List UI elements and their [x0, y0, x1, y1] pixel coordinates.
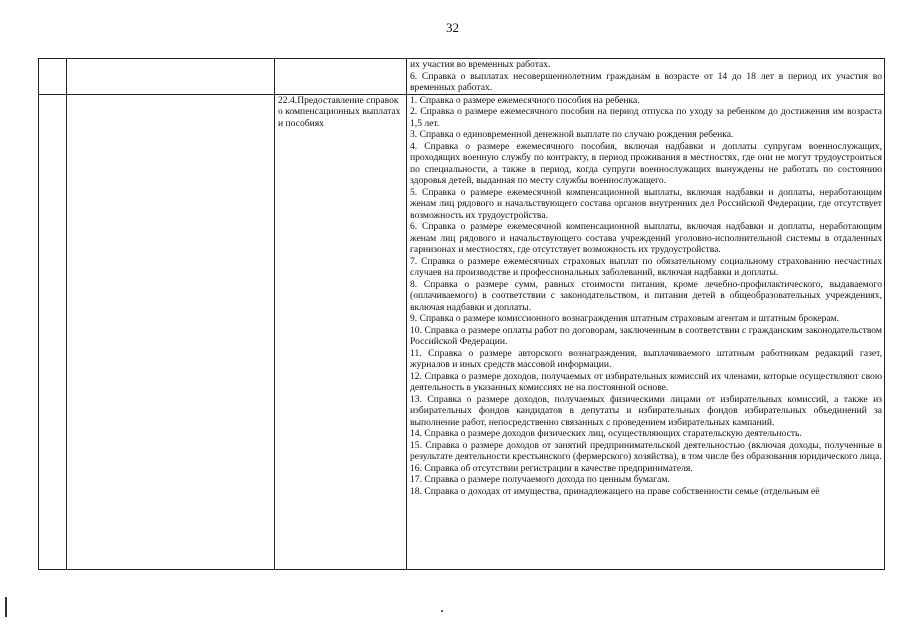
list-item: 6. Справка о выплатах несовершеннолетним гражданам в возрасте от 14 до 18 лет в период их участия во временных работах. — [410, 70, 882, 93]
list-item: 1. Справка о размере ежемесячного пособия на ребенка. — [410, 94, 640, 106]
table-cell-number — [39, 94, 67, 569]
list-item: 13. Справка о размере доходов, получаемых физическими лицами от избирательных комиссий, а также из избирательных фондов кандидатов в депутаты и избирательных фондов избирательных объединений за выполнение работ, непосредственно связанных с проведением избирательных кампаний. — [410, 393, 882, 428]
table-cell-service-title: 22.4.Предоставление справок о компенсационных выплатах и пособиях — [275, 94, 407, 569]
scan-artifact-dot — [441, 610, 443, 612]
list-item: 3. Справка о единовременной денежной выплате по случаю рождения ребенка. — [410, 129, 734, 140]
page-number: 32 — [446, 20, 459, 35]
list-item: 17. Справка о размере получаемого дохода по ценным бумагам. — [410, 474, 670, 485]
list-item: 7. Справка о размере ежемесячных страховых выплат по обязательному социальному страхованию несчастных случаев на производстве и профессиональных заболеваний, включая надбавки и доплаты. — [410, 255, 882, 278]
list-item: 12. Справка о размере доходов, получаемых от избирательных комиссий их членами, которые осуществляют свою деятельность в указанных комиссиях не на постоянной основе. — [410, 370, 882, 393]
list-item: 15. Справка о размере доходов от занятий предпринимательской деятельностью (включая доходы, полученные в результате деятельности крестьянского (фермерского) хозяйства), в том числе без образования юридического лица. — [410, 439, 882, 462]
list-item: 5. Справка о размере ежемесячной компенсационной выплаты, включая надбавки и доплаты, неработающим женам лиц рядового и начальствующего состава органов внутренних дел Российской Федерации, где отсутствует возможность их трудоустройства. — [410, 186, 882, 221]
table-cell-number — [39, 59, 67, 95]
list-item: 2. Справка о размере ежемесячного пособия на период отпуска по уходу за ребенком до достижения им возраста 1,5 лет. — [410, 106, 882, 129]
list-item: 6. Справка о размере ежемесячной компенсационной выплаты, включая надбавки и доплаты, неработающим женам лиц рядового и начальствующего состава учреждений уголовно-исполнительной системы в отдаленных гарнизонах и местностях, где отсутствует возможность их трудоустройства. — [410, 221, 882, 255]
list-item: 10. Справка о размере оплаты работ по договорам, заключенным в соответствии с гражданским законодательством Российской Федерации. — [410, 324, 882, 347]
table-row — [39, 59, 885, 95]
list-item: 18. Справка о доходах от имущества, принадлежащего на праве собственности семье (отдельным её — [410, 485, 820, 497]
list-item: 11. Справка о размере авторского вознаграждения, выплачиваемого штатным работникам редакций газет, журналов и иных средств массовой информации. — [410, 347, 882, 370]
table-cell-documents — [407, 59, 885, 95]
list-item: 16. Справка об отсутствии регистрации в качестве предпринимателя. — [410, 462, 693, 474]
table-row — [39, 94, 885, 569]
table-cell-category — [67, 59, 275, 95]
list-item: 4. Справка о размере ежемесячного пособия, включая надбавки и доплаты супругам военнослужащих, проходящих военную службу по контракту, в период проживания в местностях, где они не могут трудоустроиться по специальности, а также в период, когда супруги военнослужащих вынуждены не работать по состоянию здоровья детей, выданная по месту службы военнослужащего. — [410, 140, 882, 186]
table-cell-service — [275, 59, 407, 95]
scan-artifact-mark — [5, 597, 7, 617]
list-item: 8. Справка о размере сумм, равных стоимости питания, кроме лечебно-профилактического, выдаваемого (оплачиваемого) в соответствии с законодательством, и питания детей в общеобразовательных учреждениях, включая надбавки и доплаты. — [410, 278, 882, 313]
list-item: их участия во временных работах. — [410, 59, 551, 70]
services-table — [38, 58, 885, 570]
list-item: 9. Справка о размере комиссионного вознаграждения штатным страховым агентам и штатным брокерам. — [410, 313, 840, 324]
table-cell-documents — [407, 94, 885, 569]
table-cell-category — [67, 94, 275, 569]
list-item: 14. Справка о размере доходов физических лиц, осуществляющих старательскую деятельность. — [410, 428, 802, 439]
